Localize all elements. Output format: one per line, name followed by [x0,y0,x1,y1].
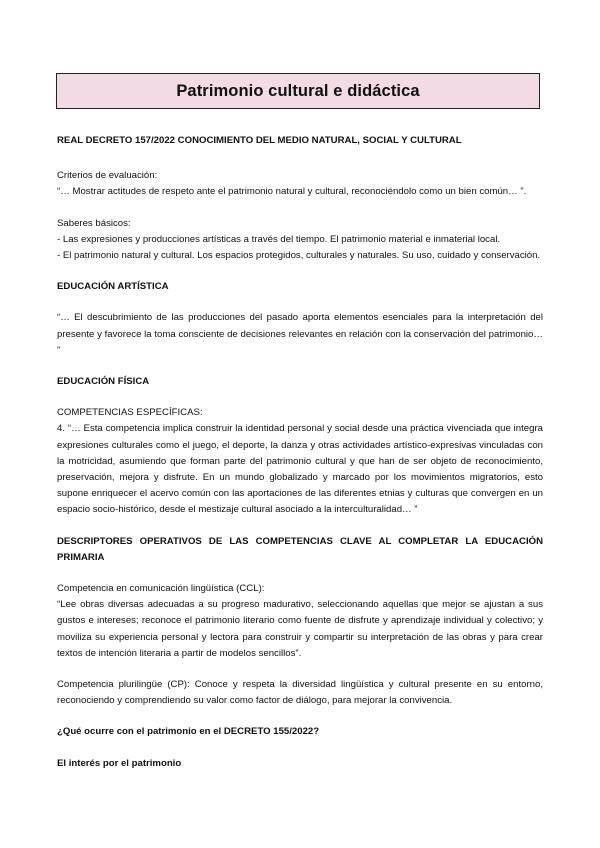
artistica-heading: EDUCACIÓN ARTÍSTICA [57,281,169,293]
cp-text: Competencia plurilingüe (CP): Conoce y respeta la diversidad lingüística y cultural presente en su entorno, reconociendo y comprendiendo su valor como factor de diálogo, para mejorar la convivencia. [57,679,543,707]
saberes-item-2: - El patrimonio natural y cultural. Los espacios protegidos, culturales y naturales. Su uso, cuidado y conservación. [57,250,541,262]
title-box [56,73,540,109]
competencias-text: 4. “… Esta competencia implica construir la identidad personal y social desde una práctica vivenciada que integra expresiones culturales como el juego, el deporte, la danza y otras actividades artístico-expresivas vinculadas con la motricidad, asumiendo que forman parte del patrimonio cultural y que han de ser objeto de reconocimiento, preservación, mejora y disfrute. En un mundo globalizado y marcado por los movimientos migratorios, esto supone enriquecer el acervo común con las aportaciones de las diferentes etnias y culturas que convergen en un espacio socio-histórico, desde el mestizaje cultural asociado a la interculturalidad… ” [57,423,543,516]
decreto-heading: REAL DECRETO 157/2022 CONOCIMIENTO DEL MEDIO NATURAL, SOCIAL Y CULTURAL [57,135,462,146]
decreto-question: ¿Qué ocurre con el patrimonio en el DECRETO 155/2022? [57,726,320,738]
document-title: Patrimonio cultural e didáctica [176,81,420,100]
document-body [57,133,543,772]
saberes-label: Saberes básicos: [57,217,131,229]
saberes-item-1: - Las expresiones y producciones artísticas a través del tiempo. El patrimonio material e inmaterial local. [57,233,501,245]
artistica-text: “… El descubrimiento de las producciones del pasado aporta elementos esenciales para la interpretación del presente y favorece la toma consciente de decisiones relevantes en relación con la conservación del patrimonio… ” [57,312,543,356]
competencias-label: COMPETENCIAS ESPECÍFICAS: [57,407,203,419]
criterios-text: “… Mostrar actitudes de respeto ante el patrimonio natural y cultural, reconociéndolo como un bien común… ”. [57,186,527,198]
criterios-label: Criterios de evaluación: [57,170,158,182]
ccl-label: Competencia en comunicación lingüística (CCL): [57,583,265,595]
ccl-text: “Lee obras diversas adecuadas a su progreso madurativo, seleccionando aquellas que mejor se ajustan a sus gustos e intereses; reconoce el patrimonio literario como fuente de disfrute y aprendizaje individual y colectivo; y moviliza su experiencia personal y lectora para construir y compartir su interpretación de las obras y para crear textos de intención literaria a partir de modelos sencillos”. [57,599,543,659]
interes-heading: El interés por el patrimonio [57,757,182,769]
descriptores-heading: DESCRIPTORES OPERATIVOS DE LAS COMPETENCIAS CLAVE AL COMPLETAR LA EDUCACIÓN PRIMARIA [57,535,543,563]
fisica-heading: EDUCACIÓN FÍSICA [57,376,150,388]
